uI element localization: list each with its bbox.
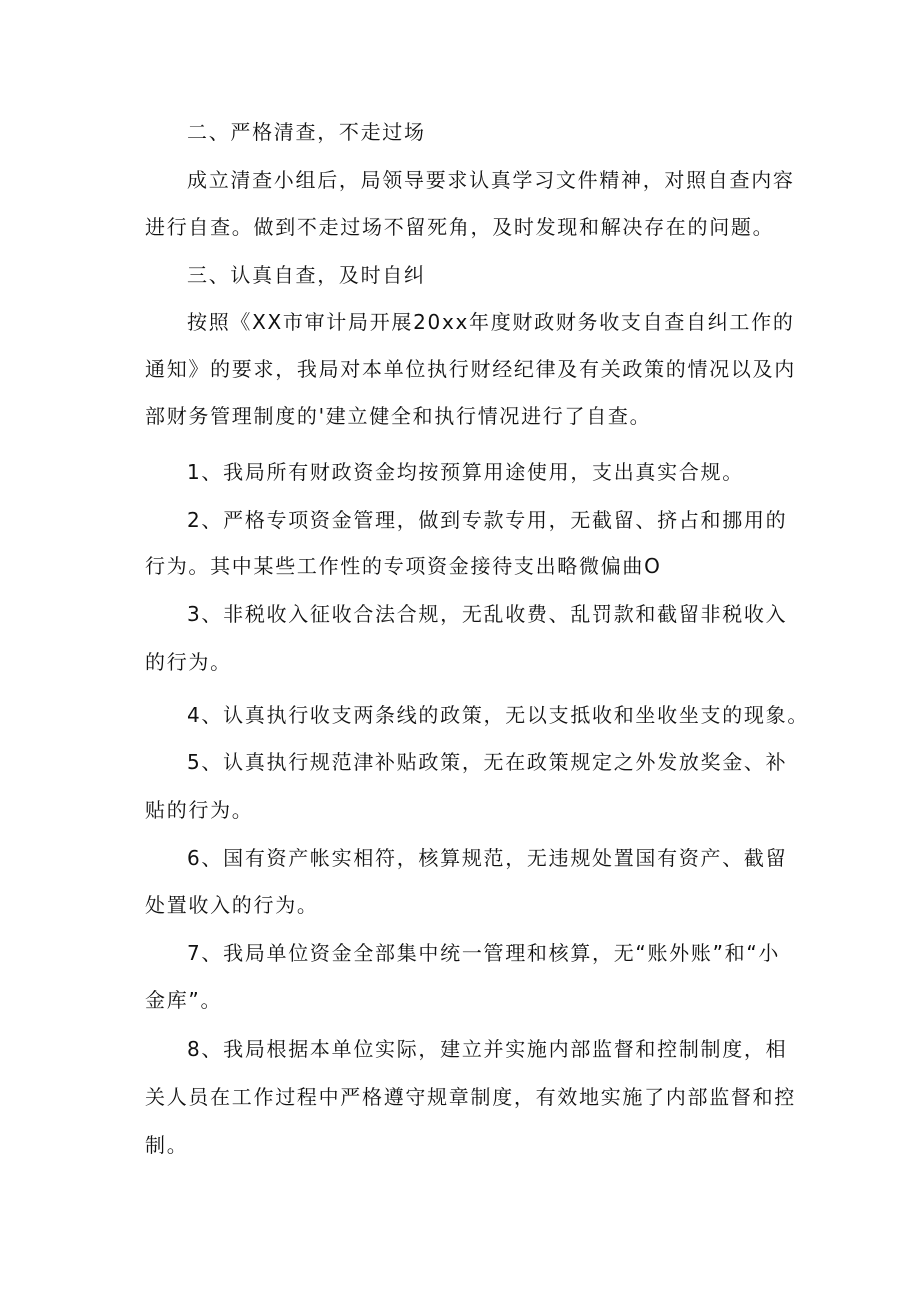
- list-item-4: 4、认真执行收支两条线的政策，无以支抵收和坐收坐支的现象。: [187, 703, 810, 727]
- paragraph-line: 成立清查小组后，局领导要求认真学习文件精神，对照自查内容: [187, 168, 795, 192]
- heading-section-2: 二、严格清查，不走过场: [187, 120, 426, 144]
- list-item-1: 1、我局所有财政资金均按预算用途使用，支出真实合规。: [187, 460, 744, 484]
- list-item-8-cont: 制。: [145, 1133, 189, 1157]
- list-item-7-cont: 金库”。: [145, 988, 223, 1012]
- paragraph-line: 通知》的要求，我局对本单位执行财经纪律及有关政策的情况以及内: [145, 357, 796, 381]
- list-item-8-cont: 关人员在工作过程中严格遵守规章制度，有效地实施了内部监督和控: [145, 1085, 796, 1109]
- paragraph-line: 部财务管理制度的'建立健全和执行情况进行了自查。: [145, 404, 652, 428]
- list-item-7: 7、我局单位资金全部集中统一管理和核算，无“账外账”和“小: [187, 941, 781, 965]
- list-item-2: 2、严格专项资金管理，做到专款专用，无截留、挤占和挪用的: [187, 508, 788, 532]
- heading-section-3: 三、认真自查，及时自纠: [187, 263, 426, 287]
- list-item-3: 3、非税收入征收合法合规，无乱收费、乱罚款和截留非税收入: [187, 602, 788, 626]
- list-item-6-cont: 处置收入的行为。: [145, 893, 319, 917]
- list-item-2-cont: 行为。其中某些工作性的专项资金接待支出略微偏曲O: [145, 554, 662, 578]
- paragraph-line: 按照《XX市审计局开展20xx年度财政财务收支自查自纠工作的: [187, 310, 795, 334]
- list-item-8: 8、我局根据本单位实际，建立并实施内部监督和控制制度，相: [187, 1037, 788, 1061]
- paragraph-line: 进行自查。做到不走过场不留死角，及时发现和解决存在的问题。: [145, 215, 775, 239]
- list-item-5: 5、认真执行规范津补贴政策，无在政策规定之外发放奖金、补: [187, 750, 788, 774]
- list-item-5-cont: 贴的行为。: [145, 798, 254, 822]
- list-item-3-cont: 的行为。: [145, 650, 232, 674]
- list-item-6: 6、国有资产帐实相符，核算规范，无违规处置国有资产、截留: [187, 846, 788, 870]
